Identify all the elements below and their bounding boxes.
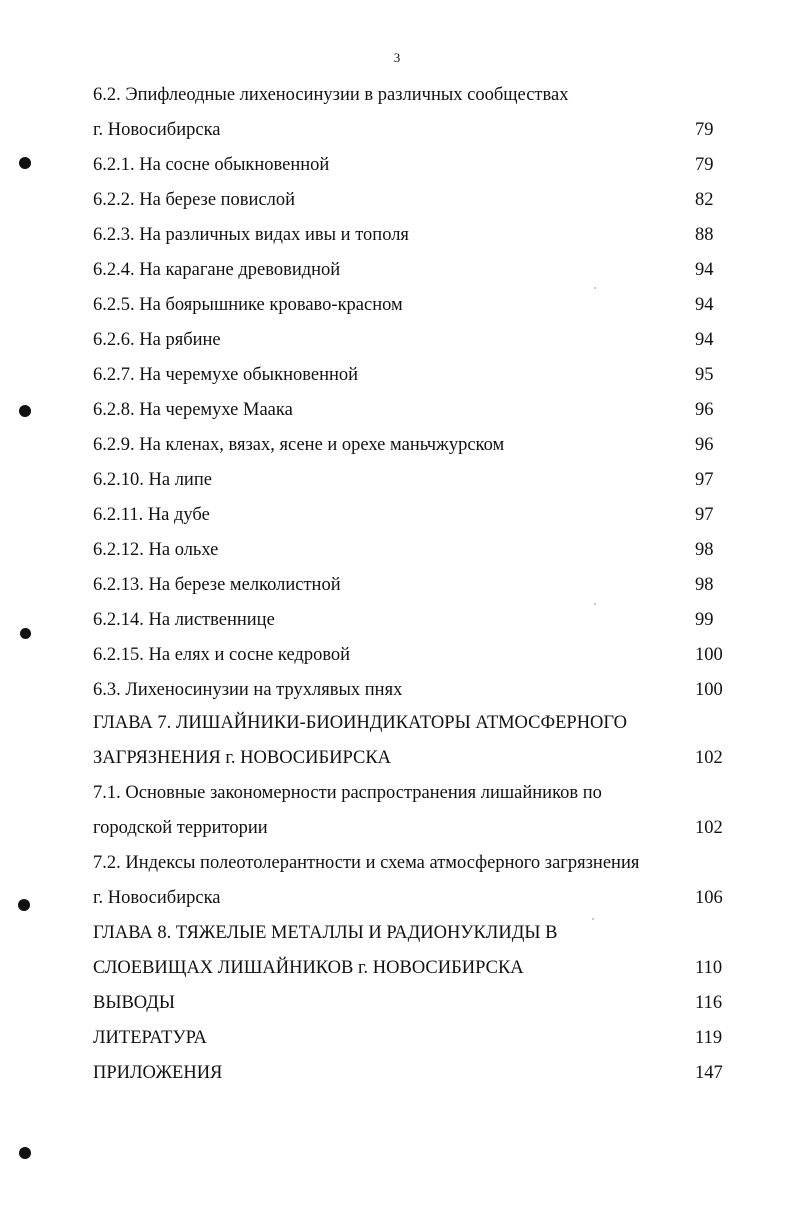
toc-entry-page: 88 [695, 225, 714, 245]
toc-entry-text: 6.2.3. На различных видах ивы и тополя [93, 225, 409, 245]
toc-entry-page: 96 [695, 435, 714, 455]
toc-entry-page: 98 [695, 575, 714, 595]
toc-entry-page: 79 [695, 155, 714, 175]
toc-entry-text: ГЛАВА 8. ТЯЖЕЛЫЕ МЕТАЛЛЫ И РАДИОНУКЛИДЫ В [93, 923, 558, 943]
toc-entry-page: 82 [695, 190, 714, 210]
toc-entry-page: 102 [695, 748, 723, 768]
toc-entry-text: ЗАГРЯЗНЕНИЯ г. НОВОСИБИРСКА [93, 748, 392, 768]
toc-entry-text: 7.1. Основные закономерности распространения лишайников по [93, 783, 602, 803]
toc-entry-page: 110 [695, 958, 723, 978]
toc-entry-page: 98 [695, 540, 714, 560]
toc-entry-page: 116 [695, 993, 723, 1013]
toc-line [93, 290, 733, 320]
toc-line [93, 570, 733, 600]
toc-entry-text: 6.2.14. На лиственнице [93, 610, 275, 630]
toc-line [93, 255, 733, 285]
toc-entry-text: 6.2.11. На дубе [93, 505, 210, 525]
toc-entry-page: 119 [695, 1028, 723, 1048]
toc-entry-text: 6.2.13. На березе мелколистной [93, 575, 341, 595]
scan-speck [592, 918, 594, 920]
punch-hole-mark [18, 899, 30, 911]
toc-entry-page: 97 [695, 505, 714, 525]
toc-entry-page: 94 [695, 260, 714, 280]
toc-entry-page: 99 [695, 610, 714, 630]
toc-entry-page: 94 [695, 330, 714, 350]
page-number: 3 [393, 50, 401, 65]
toc-entry-text: 6.2.1. На сосне обыкновенной [93, 155, 330, 175]
toc-line [93, 150, 733, 180]
toc-entry-text: ГЛАВА 7. ЛИШАЙНИКИ-БИОИНДИКАТОРЫ АТМОСФЕРНОГО [93, 713, 628, 733]
toc-line [93, 185, 733, 215]
toc-line [93, 465, 733, 495]
toc-line [93, 395, 733, 425]
toc-entry-text: ВЫВОДЫ [93, 993, 176, 1013]
toc-entry-text: 6.2.9. На кленах, вязах, ясене и орехе маньчжурском [93, 435, 505, 455]
toc-line [93, 675, 733, 705]
toc-line [93, 220, 733, 250]
toc-line [93, 988, 733, 1018]
toc-line [93, 708, 733, 738]
toc-line [93, 500, 733, 530]
toc-entry-text: г. Новосибирска [93, 120, 221, 140]
toc-line [93, 848, 733, 878]
toc-line [93, 430, 733, 460]
toc-entry-text: 6.2.6. На рябине [93, 330, 221, 350]
toc-entry-page: 102 [695, 818, 723, 838]
toc-entry-page: 95 [695, 365, 714, 385]
toc-line [93, 325, 733, 355]
toc-entry-page: 96 [695, 400, 714, 420]
toc-entry-text: ЛИТЕРАТУРА [93, 1028, 207, 1048]
toc-line [93, 918, 733, 948]
toc-entry-text: 6.2.10. На липе [93, 470, 212, 490]
toc-entry-text: 6.2.7. На черемухе обыкновенной [93, 365, 359, 385]
toc-line [93, 883, 733, 913]
toc-entry-text: 6.2.8. На черемухе Маака [93, 400, 293, 420]
punch-hole-mark [19, 157, 31, 169]
toc-entry-text: 6.2.4. На карагане древовидной [93, 260, 341, 280]
toc-entry-text: г. Новосибирска [93, 888, 221, 908]
toc-entry-text: 6.2.12. На ольхе [93, 540, 219, 560]
toc-entry-page: 106 [695, 888, 723, 908]
toc-entry-text: 7.2. Индексы полеотолерантности и схема атмосферного загрязнения [93, 853, 640, 873]
toc-line [93, 1023, 733, 1053]
toc-entry-page: 147 [695, 1063, 723, 1083]
toc-entry-text: 6.2. Эпифлеодные лихеносинузии в различных сообществах [93, 85, 569, 105]
toc-line [93, 535, 733, 565]
toc-entry-page: 79 [695, 120, 714, 140]
toc-entry-text: 6.2.5. На боярышнике кроваво-красном [93, 295, 403, 315]
toc-line [93, 813, 733, 843]
toc-line [93, 778, 733, 808]
toc-line [93, 360, 733, 390]
toc-line [93, 743, 733, 773]
toc-line [93, 1058, 733, 1088]
scan-speck [594, 287, 596, 289]
punch-hole-mark [19, 405, 31, 417]
punch-hole-mark [19, 1147, 31, 1159]
toc-entry-page: 100 [695, 680, 723, 700]
toc-entry-text: 6.2.2. На березе повислой [93, 190, 296, 210]
toc-line [93, 640, 733, 670]
toc-entry-text: СЛОЕВИЩАХ ЛИШАЙНИКОВ г. НОВОСИБИРСКА [93, 958, 524, 978]
toc-entry-text: городской территории [93, 818, 268, 838]
punch-hole-mark [20, 628, 31, 639]
toc-entry-text: 6.2.15. На елях и сосне кедровой [93, 645, 351, 665]
toc-entry-page: 94 [695, 295, 714, 315]
toc-line [93, 953, 733, 983]
toc-entry-page: 100 [695, 645, 723, 665]
toc-line [93, 605, 733, 635]
scan-speck [594, 603, 596, 605]
toc-entry-text: ПРИЛОЖЕНИЯ [93, 1063, 223, 1083]
toc-line [93, 115, 733, 145]
toc-entry-page: 97 [695, 470, 714, 490]
toc-entry-text: 6.3. Лихеносинузии на трухлявых пнях [93, 680, 403, 700]
toc-line [93, 80, 733, 110]
